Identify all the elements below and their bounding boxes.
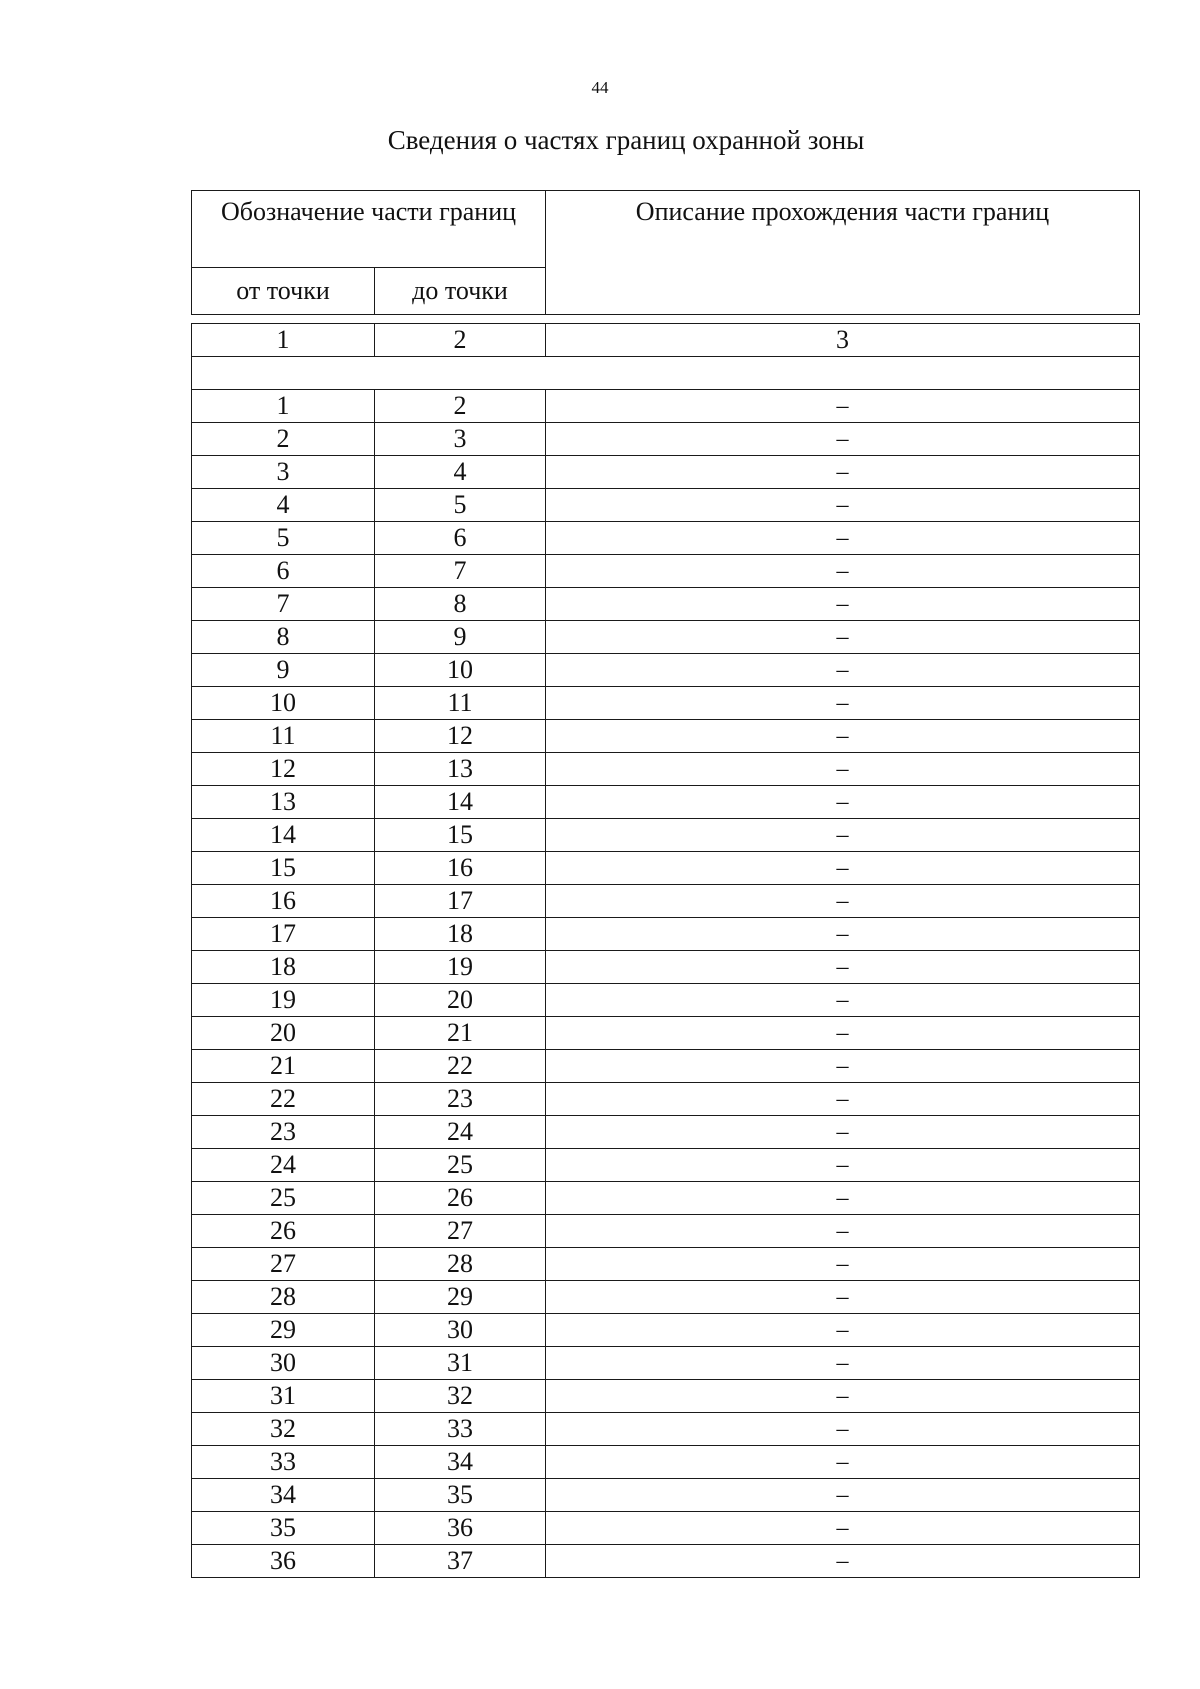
from-point-cell: 26	[192, 1215, 375, 1248]
table-row	[192, 687, 1140, 720]
from-point-cell: 28	[192, 1281, 375, 1314]
to-point-cell: 35	[375, 1479, 546, 1512]
from-point-cell: 24	[192, 1149, 375, 1182]
table-row	[192, 423, 1140, 456]
description-cell: –	[546, 984, 1140, 1017]
table-row	[192, 1050, 1140, 1083]
description-cell: –	[546, 1413, 1140, 1446]
to-point-cell: 6	[375, 522, 546, 555]
to-point-cell: 5	[375, 489, 546, 522]
header-boundary-designation: Обозначение части границ	[192, 191, 546, 268]
to-point-cell: 34	[375, 1446, 546, 1479]
to-point-cell: 11	[375, 687, 546, 720]
table-row	[192, 951, 1140, 984]
from-point-cell: 1	[192, 390, 375, 423]
description-cell: –	[546, 1380, 1140, 1413]
document-title: Сведения о частях границ охранной зоны	[387, 125, 865, 155]
gap-cell	[192, 315, 1140, 324]
from-point-cell: 32	[192, 1413, 375, 1446]
description-cell: –	[546, 456, 1140, 489]
description-cell: –	[546, 1182, 1140, 1215]
from-point-cell: 30	[192, 1347, 375, 1380]
from-point-cell: 11	[192, 720, 375, 753]
table-row	[192, 522, 1140, 555]
table-row	[192, 1017, 1140, 1050]
to-point-cell: 10	[375, 654, 546, 687]
from-point-cell: 16	[192, 885, 375, 918]
blank-row	[192, 357, 1140, 390]
from-point-cell: 36	[192, 1545, 375, 1578]
table-row	[192, 621, 1140, 654]
description-cell: –	[546, 918, 1140, 951]
table-row	[192, 1413, 1140, 1446]
header-boundary-description: Описание прохождения части границ	[546, 191, 1140, 315]
description-cell: –	[546, 390, 1140, 423]
from-point-cell: 4	[192, 489, 375, 522]
table-row	[192, 1512, 1140, 1545]
description-cell: –	[546, 1215, 1140, 1248]
to-point-cell: 8	[375, 588, 546, 621]
from-point-cell: 29	[192, 1314, 375, 1347]
from-point-cell: 22	[192, 1083, 375, 1116]
description-cell: –	[546, 588, 1140, 621]
from-point-cell: 2	[192, 423, 375, 456]
table-row	[192, 819, 1140, 852]
from-point-cell: 34	[192, 1479, 375, 1512]
to-point-cell: 4	[375, 456, 546, 489]
table-row	[192, 456, 1140, 489]
description-cell: –	[546, 687, 1140, 720]
description-cell: –	[546, 1347, 1140, 1380]
to-point-cell: 22	[375, 1050, 546, 1083]
table-row	[192, 786, 1140, 819]
table-row	[192, 1149, 1140, 1182]
table-row	[192, 918, 1140, 951]
table-row	[192, 1215, 1140, 1248]
from-point-cell: 6	[192, 555, 375, 588]
table-row	[192, 1380, 1140, 1413]
table-row	[192, 1116, 1140, 1149]
to-point-cell: 25	[375, 1149, 546, 1182]
table-gap-row	[192, 315, 1140, 324]
blank-cell	[192, 357, 1140, 390]
table-row	[192, 489, 1140, 522]
from-point-cell: 7	[192, 588, 375, 621]
from-point-cell: 35	[192, 1512, 375, 1545]
from-point-cell: 15	[192, 852, 375, 885]
table-row	[192, 984, 1140, 1017]
from-point-cell: 5	[192, 522, 375, 555]
from-point-cell: 3	[192, 456, 375, 489]
table-row	[192, 1347, 1140, 1380]
to-point-cell: 28	[375, 1248, 546, 1281]
table-row	[192, 390, 1140, 423]
table-row	[192, 885, 1140, 918]
description-cell: –	[546, 852, 1140, 885]
to-point-cell: 7	[375, 555, 546, 588]
to-point-cell: 31	[375, 1347, 546, 1380]
from-point-cell: 9	[192, 654, 375, 687]
table-row	[192, 588, 1140, 621]
to-point-cell: 30	[375, 1314, 546, 1347]
table-row	[192, 1545, 1140, 1578]
description-cell: –	[546, 1314, 1140, 1347]
description-cell: –	[546, 1050, 1140, 1083]
to-point-cell: 26	[375, 1182, 546, 1215]
to-point-cell: 14	[375, 786, 546, 819]
description-cell: –	[546, 522, 1140, 555]
table-row	[192, 1083, 1140, 1116]
table-row	[192, 852, 1140, 885]
to-point-cell: 18	[375, 918, 546, 951]
boundary-parts-table	[191, 190, 1140, 1578]
from-point-cell: 19	[192, 984, 375, 1017]
from-point-cell: 8	[192, 621, 375, 654]
description-cell: –	[546, 555, 1140, 588]
to-point-cell: 27	[375, 1215, 546, 1248]
description-cell: –	[546, 489, 1140, 522]
table-row	[192, 1281, 1140, 1314]
from-point-cell: 10	[192, 687, 375, 720]
to-point-cell: 36	[375, 1512, 546, 1545]
description-cell: –	[546, 1281, 1140, 1314]
from-point-cell: 17	[192, 918, 375, 951]
to-point-cell: 9	[375, 621, 546, 654]
from-point-cell: 23	[192, 1116, 375, 1149]
to-point-cell: 2	[375, 390, 546, 423]
table-row	[192, 1248, 1140, 1281]
description-cell: –	[546, 951, 1140, 984]
from-point-cell: 12	[192, 753, 375, 786]
from-point-cell: 18	[192, 951, 375, 984]
description-cell: –	[546, 1446, 1140, 1479]
from-point-cell: 20	[192, 1017, 375, 1050]
description-cell: –	[546, 654, 1140, 687]
description-cell: –	[546, 1149, 1140, 1182]
table-row	[192, 555, 1140, 588]
to-point-cell: 16	[375, 852, 546, 885]
to-point-cell: 33	[375, 1413, 546, 1446]
description-cell: –	[546, 1545, 1140, 1578]
column-number-3: 3	[546, 324, 1140, 357]
description-cell: –	[546, 1248, 1140, 1281]
table-row	[192, 1479, 1140, 1512]
to-point-cell: 29	[375, 1281, 546, 1314]
description-cell: –	[546, 423, 1140, 456]
from-point-cell: 31	[192, 1380, 375, 1413]
page-number: 44	[591, 78, 609, 97]
to-point-cell: 20	[375, 984, 546, 1017]
description-cell: –	[546, 1017, 1140, 1050]
to-point-cell: 3	[375, 423, 546, 456]
description-cell: –	[546, 1083, 1140, 1116]
to-point-cell: 12	[375, 720, 546, 753]
table-row	[192, 1446, 1140, 1479]
table-row	[192, 753, 1140, 786]
table-row	[192, 1314, 1140, 1347]
description-cell: –	[546, 885, 1140, 918]
column-number-2: 2	[375, 324, 546, 357]
column-number-row	[192, 324, 1140, 357]
description-cell: –	[546, 786, 1140, 819]
description-cell: –	[546, 753, 1140, 786]
description-cell: –	[546, 1512, 1140, 1545]
header-from-point: от точки	[192, 268, 375, 315]
description-cell: –	[546, 720, 1140, 753]
from-point-cell: 27	[192, 1248, 375, 1281]
description-cell: –	[546, 1116, 1140, 1149]
table-header-row	[192, 191, 1140, 268]
to-point-cell: 37	[375, 1545, 546, 1578]
from-point-cell: 25	[192, 1182, 375, 1215]
to-point-cell: 21	[375, 1017, 546, 1050]
table-row	[192, 720, 1140, 753]
from-point-cell: 14	[192, 819, 375, 852]
header-to-point: до точки	[375, 268, 546, 315]
to-point-cell: 24	[375, 1116, 546, 1149]
column-number-1: 1	[192, 324, 375, 357]
to-point-cell: 19	[375, 951, 546, 984]
to-point-cell: 17	[375, 885, 546, 918]
to-point-cell: 23	[375, 1083, 546, 1116]
table-row	[192, 654, 1140, 687]
table-row	[192, 1182, 1140, 1215]
to-point-cell: 15	[375, 819, 546, 852]
from-point-cell: 21	[192, 1050, 375, 1083]
to-point-cell: 13	[375, 753, 546, 786]
to-point-cell: 32	[375, 1380, 546, 1413]
description-cell: –	[546, 621, 1140, 654]
description-cell: –	[546, 1479, 1140, 1512]
from-point-cell: 33	[192, 1446, 375, 1479]
from-point-cell: 13	[192, 786, 375, 819]
description-cell: –	[546, 819, 1140, 852]
